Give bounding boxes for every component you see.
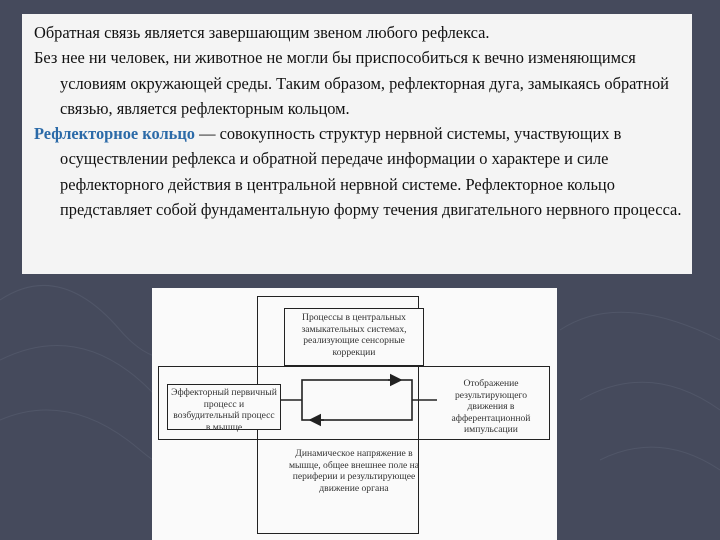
paragraph-3-body: — совокупность структур нервной системы, участвующих в осуществлении рефлекса и обратной передаче информации о характере и силе рефлекторного действия в центральной нервной системе. Рефлекторное кольцо представляет собой фундаментальную форму течения двигательного нервного процесса. <box>60 124 682 220</box>
text-block <box>34 20 694 222</box>
box-central-processes <box>284 308 424 366</box>
label-afferent-reflection-text: Отображение результирующего движения в афферентационной импульсации <box>451 378 531 436</box>
reflex-ring-diagram <box>152 288 557 540</box>
paragraph-2: Без нее ни человек, ни животное не могли бы приспособиться к вечно изменяющимся условиям окружающей среды. Таким образом, рефлекторная дуга, замыкаясь обратной связью, является рефлекторным кольцом. <box>34 48 669 118</box>
term-reflex-ring: Рефлекторное кольцо <box>34 124 195 144</box>
paragraph-1: Обратная связь является завершающим звеном любого рефлекса. <box>34 23 490 42</box>
box-effector-process <box>167 384 281 433</box>
paragraph-3 <box>34 121 694 222</box>
label-muscle-tension-text: Динамическое напряжение в мышце, общее внешнее поле на периферии и результирующее движение органа <box>288 448 420 494</box>
box-effector-process-text: Эффекторный первичный процесс и возбудительный процесс в мышце <box>171 387 277 433</box>
label-muscle-tension <box>284 448 424 494</box>
label-afferent-reflection <box>438 378 544 436</box>
box-central-processes-text: Процессы в центральных замыкательных системах, реализующие сенсорные коррекции <box>301 312 407 358</box>
